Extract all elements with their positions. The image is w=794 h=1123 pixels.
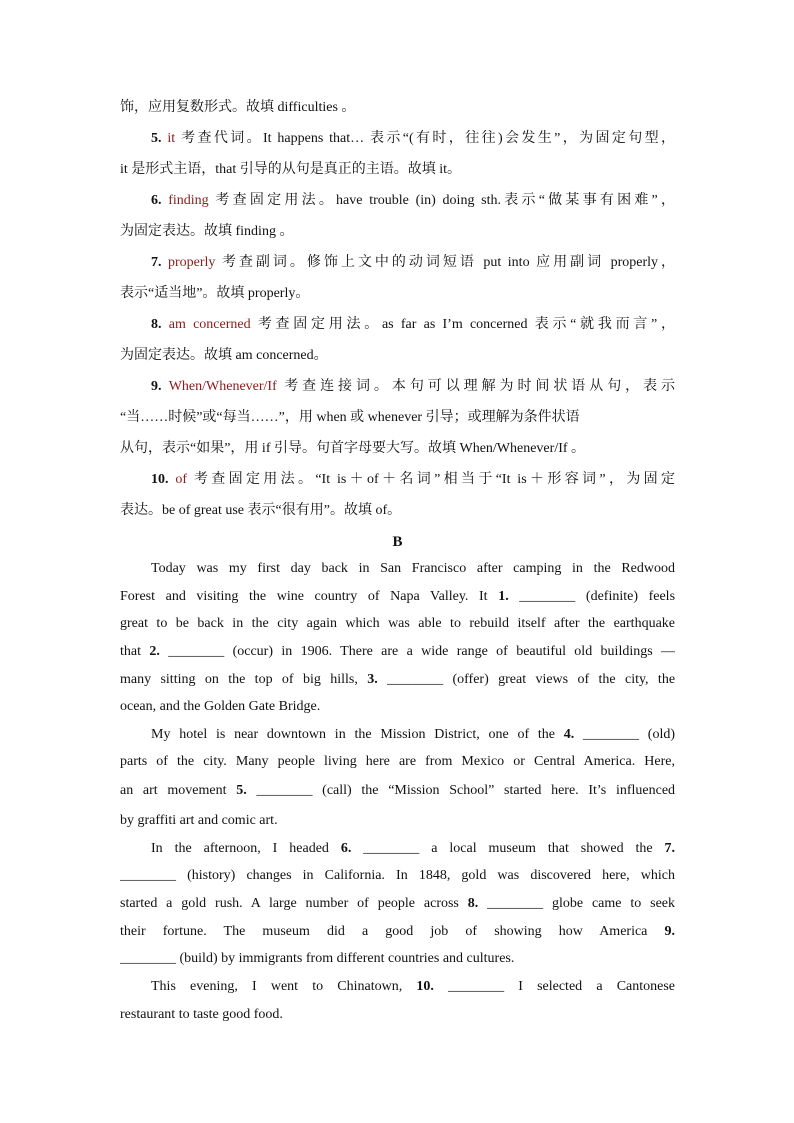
answer-item-10 <box>151 470 675 490</box>
passage-line: parts of the city. Many people living here are from Mexico or Central America. Here, <box>120 754 675 769</box>
text-segment: many sitting on the top of big hills, <box>120 672 358 687</box>
answer-item-8 <box>151 315 675 335</box>
text-segment: My hotel is near downtown in the Mission District, one of the <box>151 727 555 742</box>
blank-3[interactable]: ________ <box>387 672 444 687</box>
answer-text: am concerned <box>168 317 251 332</box>
explanation-text: 考查副词。修饰上文中的动词短语 put into 应用副词 properly， <box>221 255 675 270</box>
passage-line: ocean, and the Golden Gate Bridge. <box>120 699 321 714</box>
blank-8[interactable]: ________ <box>487 896 544 911</box>
explanation-text: 考查连接词。本句可以理解为时间状语从句，表示 <box>284 379 675 394</box>
blank-2[interactable]: ________ <box>168 644 225 659</box>
passage-line <box>120 587 675 607</box>
blank-number: 4. <box>563 727 575 742</box>
answer-item-7 <box>151 253 675 273</box>
text-segment: In the afternoon, I headed <box>151 841 329 856</box>
answer-item-9 <box>151 377 675 397</box>
section-title: B <box>392 534 403 550</box>
item-number: 6. <box>151 193 162 208</box>
passage-line <box>120 922 675 942</box>
text-segment: (definite) feels <box>585 589 675 604</box>
item-number: 10. <box>151 472 169 487</box>
answer-text: finding <box>168 193 209 208</box>
passage-line <box>151 725 675 745</box>
passage-line <box>151 977 675 997</box>
answer-text: When/Whenever/If <box>168 379 277 394</box>
text-line: 饰，应用复数形式。故填 difficulties 。 <box>120 100 356 115</box>
passage-line: great to be back in the city again which was able to rebuild itself after the earthquake <box>120 616 675 631</box>
item-number: 8. <box>151 317 162 332</box>
passage-line <box>120 866 675 886</box>
text-segment: (history) changes in California. In 1848, gold was discovered here, which <box>187 868 675 883</box>
answer-text: properly <box>168 255 216 270</box>
explanation-text: 考查固定用法。as far as I’m concerned 表示“就我而言”， <box>257 317 675 332</box>
explanation-text: 考查代词。It happens that… 表示“(有时，往往)会发生”，为固定句型， <box>181 131 675 146</box>
blank-number: 2. <box>149 644 160 659</box>
blank-10[interactable]: ________ <box>448 979 505 994</box>
blank-number: 5. <box>236 783 247 798</box>
text-segment: started a gold rush. A large number of people across <box>120 896 459 911</box>
passage-line: Today was my first day back in San Francisco after camping in the Redwood <box>151 561 675 576</box>
blank-number: 9. <box>664 924 675 939</box>
text-line: 为固定表达。故填 finding 。 <box>120 224 294 239</box>
item-number: 9. <box>151 379 162 394</box>
text-segment: Forest and visiting the wine country of Napa Valley. It <box>120 589 488 604</box>
text-line: “当……时候”或“每当……”，用 when 或 whenever 引导；或理解为条件状语 <box>120 410 580 425</box>
text-segment: I selected a Cantonese <box>518 979 675 994</box>
text-line: it 是形式主语，that 引导的从句是真正的主语。故填 it。 <box>120 162 462 177</box>
text-segment: (old) <box>647 727 675 742</box>
blank-4[interactable]: ________ <box>583 727 640 742</box>
passage-line <box>120 642 675 662</box>
passage-line <box>151 839 675 859</box>
text-segment: (occur) in 1906. There are a wide range of beautiful old buildings — <box>232 644 675 659</box>
passage-line <box>120 781 675 801</box>
explanation-text: 考查固定用法。“It is＋of＋名词”相当于“It is＋形容词”，为固定 <box>193 472 675 487</box>
blank-number: 8. <box>467 896 479 911</box>
explanation-text: 考查固定用法。have trouble (in) doing sth.表示“做某事有困难”， <box>215 193 675 208</box>
blank-number: 1. <box>498 589 509 604</box>
passage-line <box>120 670 675 690</box>
blank-number: 6. <box>340 841 352 856</box>
blank-number: 3. <box>367 672 378 687</box>
passage-line: restaurant to taste good food. <box>120 1007 283 1022</box>
text-segment: their fortune. The museum did a good job of showing how America <box>120 924 648 939</box>
answer-item-6 <box>151 191 675 211</box>
blank-number: 10. <box>416 979 434 994</box>
blank-9[interactable]: ________ <box>120 951 176 966</box>
answer-text: of <box>175 472 188 487</box>
text-segment: (build) by immigrants from different countries and cultures. <box>179 951 515 966</box>
passage-line <box>120 894 675 914</box>
blank-number: 7. <box>664 841 675 856</box>
passage-line <box>120 949 675 969</box>
blank-6[interactable]: ________ <box>363 841 420 856</box>
text-line: 从句，表示“如果”，用 if 引导。句首字母要大写。故填 When/Whenever/If 。 <box>120 441 586 456</box>
blank-7[interactable]: ________ <box>120 868 176 883</box>
item-number: 7. <box>151 255 162 270</box>
item-number: 5. <box>151 131 162 146</box>
answer-item-5 <box>151 129 675 149</box>
text-segment: that <box>120 644 141 659</box>
text-segment: globe came to seek <box>552 896 675 911</box>
text-line: 表达。be of great use 表示“很有用”。故填 of。 <box>120 503 402 518</box>
answer-text: it <box>167 131 176 146</box>
passage-line: by graffiti art and comic art. <box>120 813 278 828</box>
text-segment: an art movement <box>120 783 227 798</box>
text-line: 表示“适当地”。故填 properly。 <box>120 286 310 301</box>
text-line: 为固定表达。故填 am concerned。 <box>120 348 328 363</box>
text-segment: a local museum that showed the <box>431 841 653 856</box>
blank-1[interactable]: ________ <box>519 589 576 604</box>
text-segment: (offer) great views of the city, the <box>452 672 675 687</box>
text-segment: (call) the “Mission School” started here. It’s influenced <box>322 783 675 798</box>
blank-5[interactable]: ________ <box>256 783 313 798</box>
text-segment: This evening, I went to Chinatown, <box>151 979 403 994</box>
